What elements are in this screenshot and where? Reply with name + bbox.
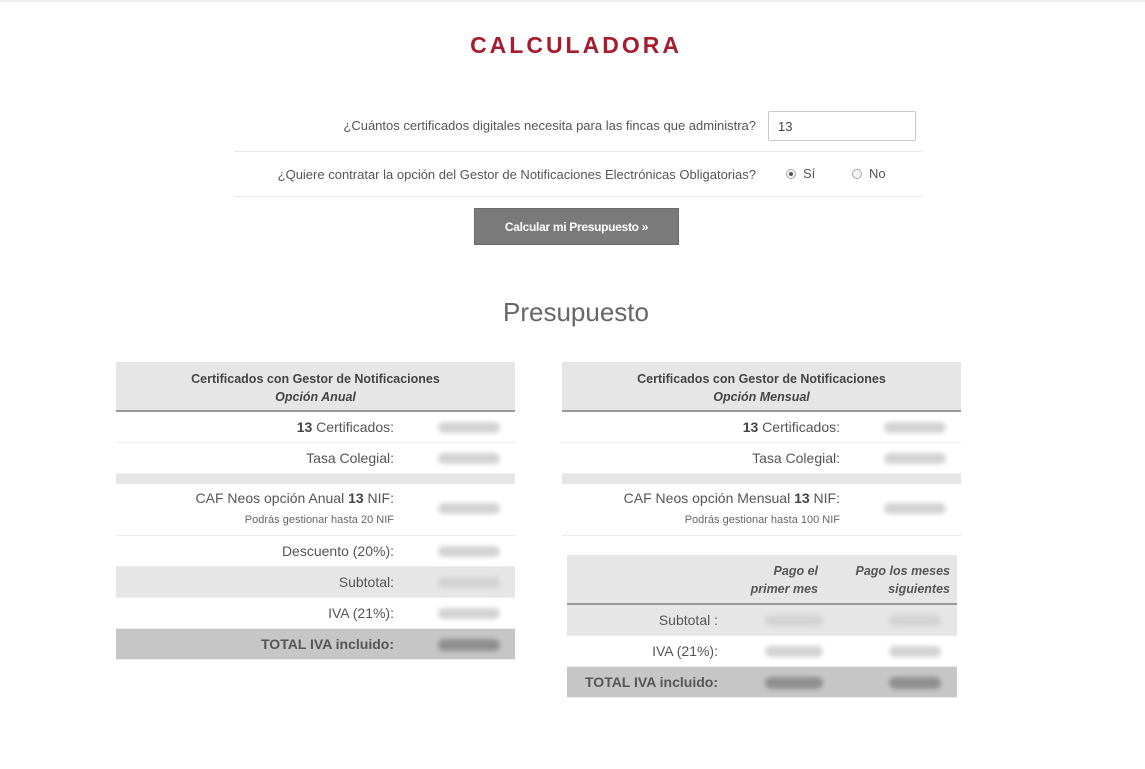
monthly-caf-row	[562, 484, 961, 536]
col-first-month: Pago el primer mes	[750, 564, 818, 596]
monthly-iva-following-blurred	[889, 646, 941, 657]
radio-si-indicator[interactable]	[786, 169, 796, 179]
annual-discount-row	[116, 536, 515, 567]
annual-certificates-row	[116, 412, 515, 443]
monthly-subtotal-label: Subtotal :	[658, 612, 718, 628]
annual-tasa-label: Tasa Colegial:	[306, 450, 394, 466]
calculate-budget-button[interactable]: Calcular mi Presupuesto »	[474, 208, 679, 245]
annual-panel-subtitle: Opción Anual	[275, 390, 356, 404]
col-following-months: Pago los meses siguientes	[855, 564, 950, 596]
monthly-option-panel	[562, 362, 961, 536]
monthly-tasa-value-blurred	[884, 453, 946, 464]
annual-iva-row	[116, 598, 515, 629]
annual-caf-note: Podrás gestionar hasta 20 NIF	[244, 514, 394, 526]
monthly-spacer	[562, 474, 961, 484]
annual-caf-prefix: CAF Neos opción Anual	[195, 490, 349, 506]
notifications-question-label: ¿Quiere contratar la opción del Gestor de Notificaciones Electrónicas Obligatorias?	[277, 167, 756, 182]
annual-certificates-label	[297, 419, 394, 435]
annual-option-panel	[116, 362, 515, 660]
monthly-total-following-blurred	[889, 677, 941, 689]
monthly-total-first-blurred	[765, 677, 823, 689]
monthly-certificates-value-blurred	[884, 422, 946, 433]
monthly-panel-title: Certificados con Gestor de Notificaciones	[637, 372, 886, 386]
monthly-certificates-row	[562, 412, 961, 443]
annual-caf-count: 13	[348, 490, 364, 506]
monthly-caf-label	[624, 490, 840, 506]
radio-option-si[interactable]	[786, 166, 815, 181]
monthly-cert-text: Certificados:	[758, 419, 840, 435]
monthly-total-label: TOTAL IVA incluido:	[585, 674, 718, 690]
annual-panel-title: Certificados con Gestor de Notificaciones	[191, 372, 440, 386]
annual-cert-text: Certificados:	[312, 419, 394, 435]
monthly-caf-count: 13	[794, 490, 810, 506]
radio-option-no[interactable]	[852, 166, 886, 181]
monthly-subtotal-row	[567, 605, 957, 636]
notifications-question-row	[234, 153, 922, 197]
annual-caf-row	[116, 484, 515, 536]
monthly-subtotal-following-blurred	[889, 615, 941, 626]
monthly-caf-value-blurred	[884, 503, 946, 514]
monthly-tasa-label: Tasa Colegial:	[752, 450, 840, 466]
annual-tasa-value-blurred	[438, 453, 500, 464]
annual-iva-value-blurred	[438, 608, 500, 619]
annual-panel-header	[116, 362, 515, 412]
monthly-total-row	[567, 667, 957, 698]
annual-caf-value-blurred	[438, 503, 500, 514]
monthly-table-header	[567, 555, 957, 605]
monthly-iva-row	[567, 636, 957, 667]
monthly-iva-first-blurred	[765, 646, 823, 657]
monthly-panel-subtitle: Opción Mensual	[713, 390, 810, 404]
annual-discount-label: Descuento (20%):	[281, 543, 394, 559]
monthly-subtotal-first-blurred	[765, 615, 823, 626]
annual-subtotal-row	[116, 567, 515, 598]
annual-discount-value-blurred	[438, 546, 500, 557]
monthly-cert-count: 13	[742, 419, 759, 435]
annual-caf-suffix: NIF:	[363, 490, 394, 506]
radio-no-indicator[interactable]	[852, 169, 862, 179]
monthly-iva-label: IVA (21%):	[652, 643, 718, 659]
radio-si-label: Sí	[803, 166, 816, 181]
annual-total-label: TOTAL IVA incluido:	[261, 636, 394, 652]
certificates-count-input[interactable]	[768, 111, 916, 141]
top-divider	[0, 0, 1145, 2]
annual-spacer	[116, 474, 515, 484]
budget-section-title: Presupuesto	[503, 297, 649, 327]
certificates-question-row	[234, 108, 922, 152]
monthly-certificates-label	[743, 419, 840, 435]
annual-cert-count: 13	[296, 419, 313, 435]
page-title: CALCULADORA	[470, 32, 682, 58]
monthly-caf-suffix: NIF:	[809, 490, 840, 506]
annual-total-row	[116, 629, 515, 660]
certificates-question-label: ¿Cuántos certificados digitales necesita para las fincas que administra?	[343, 118, 756, 133]
annual-certificates-value-blurred	[438, 422, 500, 433]
annual-subtotal-value-blurred	[438, 577, 500, 588]
monthly-payments-table	[567, 555, 957, 698]
monthly-panel-header	[562, 362, 961, 412]
annual-tasa-row	[116, 443, 515, 474]
monthly-caf-prefix: CAF Neos opción Mensual	[623, 490, 795, 506]
annual-caf-label	[196, 490, 394, 506]
annual-iva-label: IVA (21%):	[328, 605, 394, 621]
monthly-caf-note: Podrás gestionar hasta 100 NIF	[684, 514, 840, 526]
annual-total-value-blurred	[438, 639, 500, 651]
radio-no-label: No	[869, 166, 886, 181]
monthly-tasa-row	[562, 443, 961, 474]
annual-subtotal-label: Subtotal:	[338, 574, 394, 590]
